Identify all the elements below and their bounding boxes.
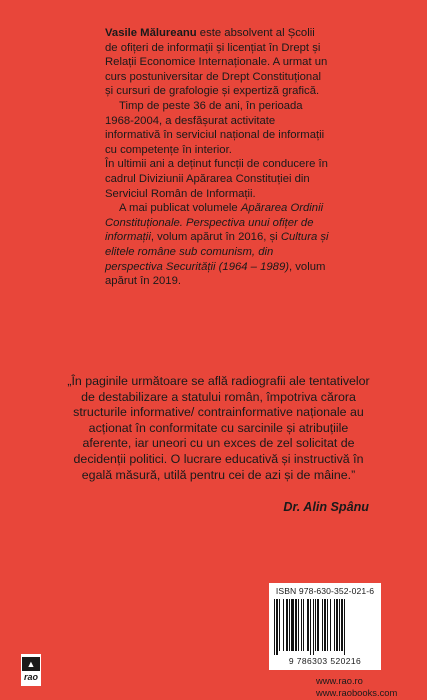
- barcode-number: 9 786303 520216: [288, 656, 362, 666]
- barcode-block: [269, 583, 381, 670]
- endorsement-quote: „În paginile următoare se află radiografii ale tentativelor de destabilizare a statului român, împotriva cărora structurile informative/ contrainformative naționale au acționat în conformitate cu sarcinile și atribuțiile aferente, iar uneori cu un exces de zel solicitat de decidenții politici. O lucrare educativă și instructivă în egală măsură, utilă pentru cei de azi și de mâine.”: [67, 374, 370, 482]
- author-bio: [105, 26, 329, 289]
- bio-paragraph-4: [105, 201, 329, 289]
- author-name: Vasile Mălureanu: [105, 27, 197, 39]
- bio-paragraph-3: În ultimii ani a deținut funcții de conducere în cadrul Diviziunii Apărarea Constituției din Serviciul Român de Informații.: [105, 158, 328, 200]
- quote-author: Dr. Alin Spânu: [283, 500, 369, 514]
- barcode-icon: [274, 599, 376, 655]
- logo-text: rao: [23, 672, 38, 682]
- bio-p4-mid: , volum apărut în 2016, și: [150, 231, 281, 244]
- bio-p4-end: , volum apărut în 2019.: [105, 260, 326, 288]
- publisher-url-primary[interactable]: www.rao.ro: [316, 675, 363, 686]
- bio-paragraph-1: [105, 26, 329, 99]
- bio-paragraph-1-text: este absolvent al Școlii de ofițeri de informații și licențiat în Drept și Relații Economice Internaționale. A urmat un curs postuniversitar de Drept Constituțional și cursuri de grafologie și expertiză grafică.: [105, 27, 328, 98]
- bio-paragraph-2: Timp de peste 36 de ani, în perioada 1968-2004, a desfășurat activitate informativă în serviciul național de informații cu competențe în interior.: [105, 99, 325, 156]
- publisher-url-secondary[interactable]: www.raobooks.com: [316, 687, 398, 698]
- bio-p4-intro: A mai publicat volumele: [119, 202, 241, 215]
- book-title-2: Cultura și elitele române sub comunism, din perspectiva Securității (1964 – 1989): [105, 231, 329, 273]
- logo-mark: ▲: [22, 657, 40, 671]
- isbn-label: ISBN 978-630-352-021-6: [275, 586, 375, 596]
- book-title-1: Apărarea Ordinii Constituționale. Perspectiva unui ofițer de informații: [105, 202, 324, 244]
- publisher-logo: [21, 654, 41, 686]
